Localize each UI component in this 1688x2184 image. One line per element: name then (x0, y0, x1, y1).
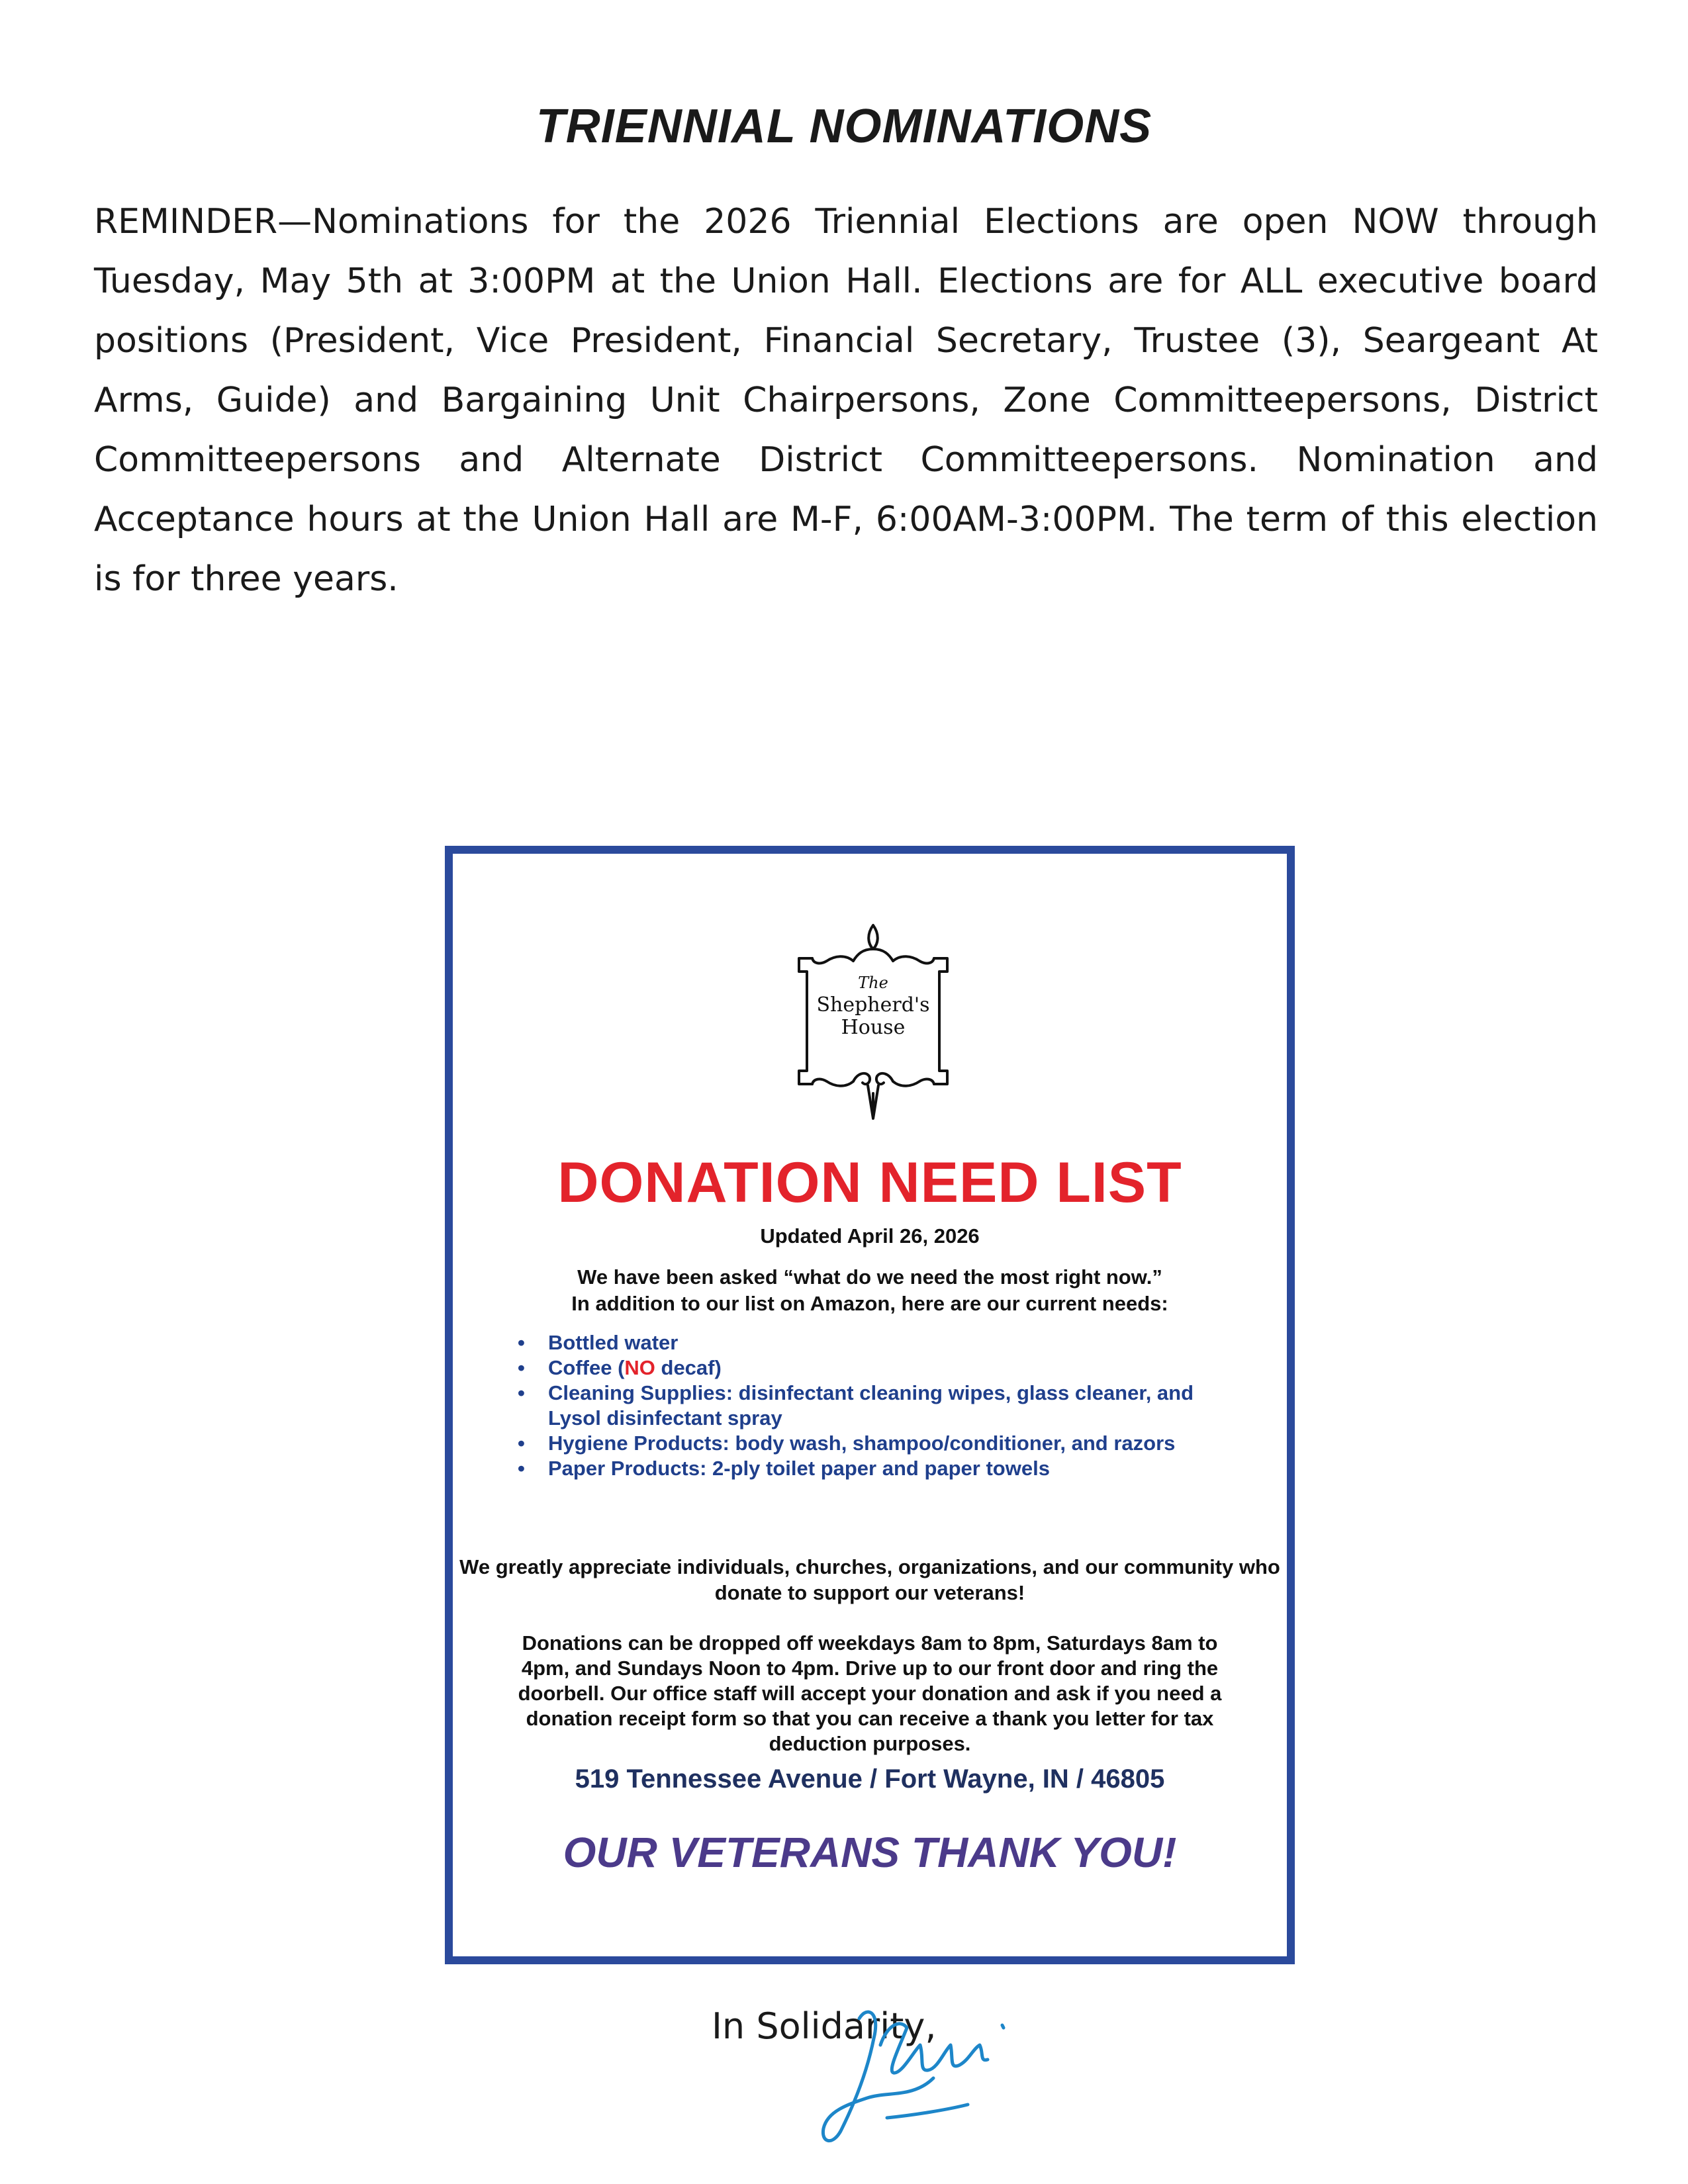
address: 519 Tennessee Avenue / Fort Wayne, IN / 46805 (575, 1764, 1165, 1794)
shepherds-house-logo (794, 920, 953, 1132)
veterans-thank-you: OUR VETERANS THANK YOU! (563, 1829, 1177, 1876)
bullet-icon: • (518, 1381, 525, 1404)
list-item: • Cleaning Supplies: disinfectant cleaning wipes, glass cleaner, and Lysol disinfectant spray (518, 1381, 1194, 1430)
appreciation-text: We greatly appreciate individuals, churches, organizations, and our community who donate to support our veterans! (459, 1555, 1280, 1604)
intro-line-2: In addition to our list on Amazon, here are our current needs: (571, 1292, 1168, 1315)
donation-flyer (445, 846, 1295, 1964)
bullet-icon: • (518, 1356, 525, 1379)
no-decaf-emphasis: NO (624, 1356, 655, 1379)
bullet-icon: • (518, 1432, 525, 1455)
list-item: • Coffee (NO decaf) (518, 1356, 722, 1379)
intro-line-1: We have been asked “what do we need the most right now.” (577, 1265, 1162, 1289)
list-item: • Bottled water (518, 1331, 679, 1354)
handwritten-signature-icon (814, 1999, 1026, 2158)
bullet-icon: • (518, 1457, 525, 1480)
list-item: • Hygiene Products: body wash, shampoo/conditioner, and razors (518, 1432, 1176, 1455)
closing-salutation: In Solidarity, (712, 2005, 937, 2047)
logo-text-house: House (841, 1016, 906, 1039)
nominations-title: TRIENNIAL NOMINATIONS (536, 100, 1152, 153)
logo-text-the: The (858, 974, 888, 992)
list-item: • Paper Products: 2-ply toilet paper and paper towels (518, 1457, 1050, 1480)
needs-list (515, 1330, 1250, 1481)
dropoff-hours-text: Donations can be dropped off weekdays 8am to 8pm, Saturdays 8am to 4pm, and Sundays Noon to 4pm. Drive up to our front door and ring the doorbell. Our office staff will accept your donation and ask if you need a donation receipt form so that you can receive a thank you letter for tax deduction purposes. (518, 1631, 1222, 1755)
donation-intro (453, 1264, 1287, 1317)
donation-list-title: DONATION NEED LIST (557, 1151, 1182, 1214)
bullet-icon: • (518, 1331, 525, 1354)
updated-date: Updated April 26, 2026 (760, 1224, 980, 1248)
nominations-body: REMINDER—Nominations for the 2026 Triennial Elections are open NOW through Tuesday, May 5th at 3:00PM at the Union Hall. Elections are for ALL executive board positions (President, Vice President, Financial Secretary, Trustee (3), Seargeant At Arms, Guide) and Bargaining Unit Chairpersons, Zone Committeepersons, District Committeepersons and Alternate District Committeepersons. Nomination and Acceptance hours at the Union Hall are M-F, 6:00AM-3:00PM. The term of this election is for three years. (94, 202, 1598, 599)
logo-text-shepherds: Shepherd's (816, 993, 930, 1017)
